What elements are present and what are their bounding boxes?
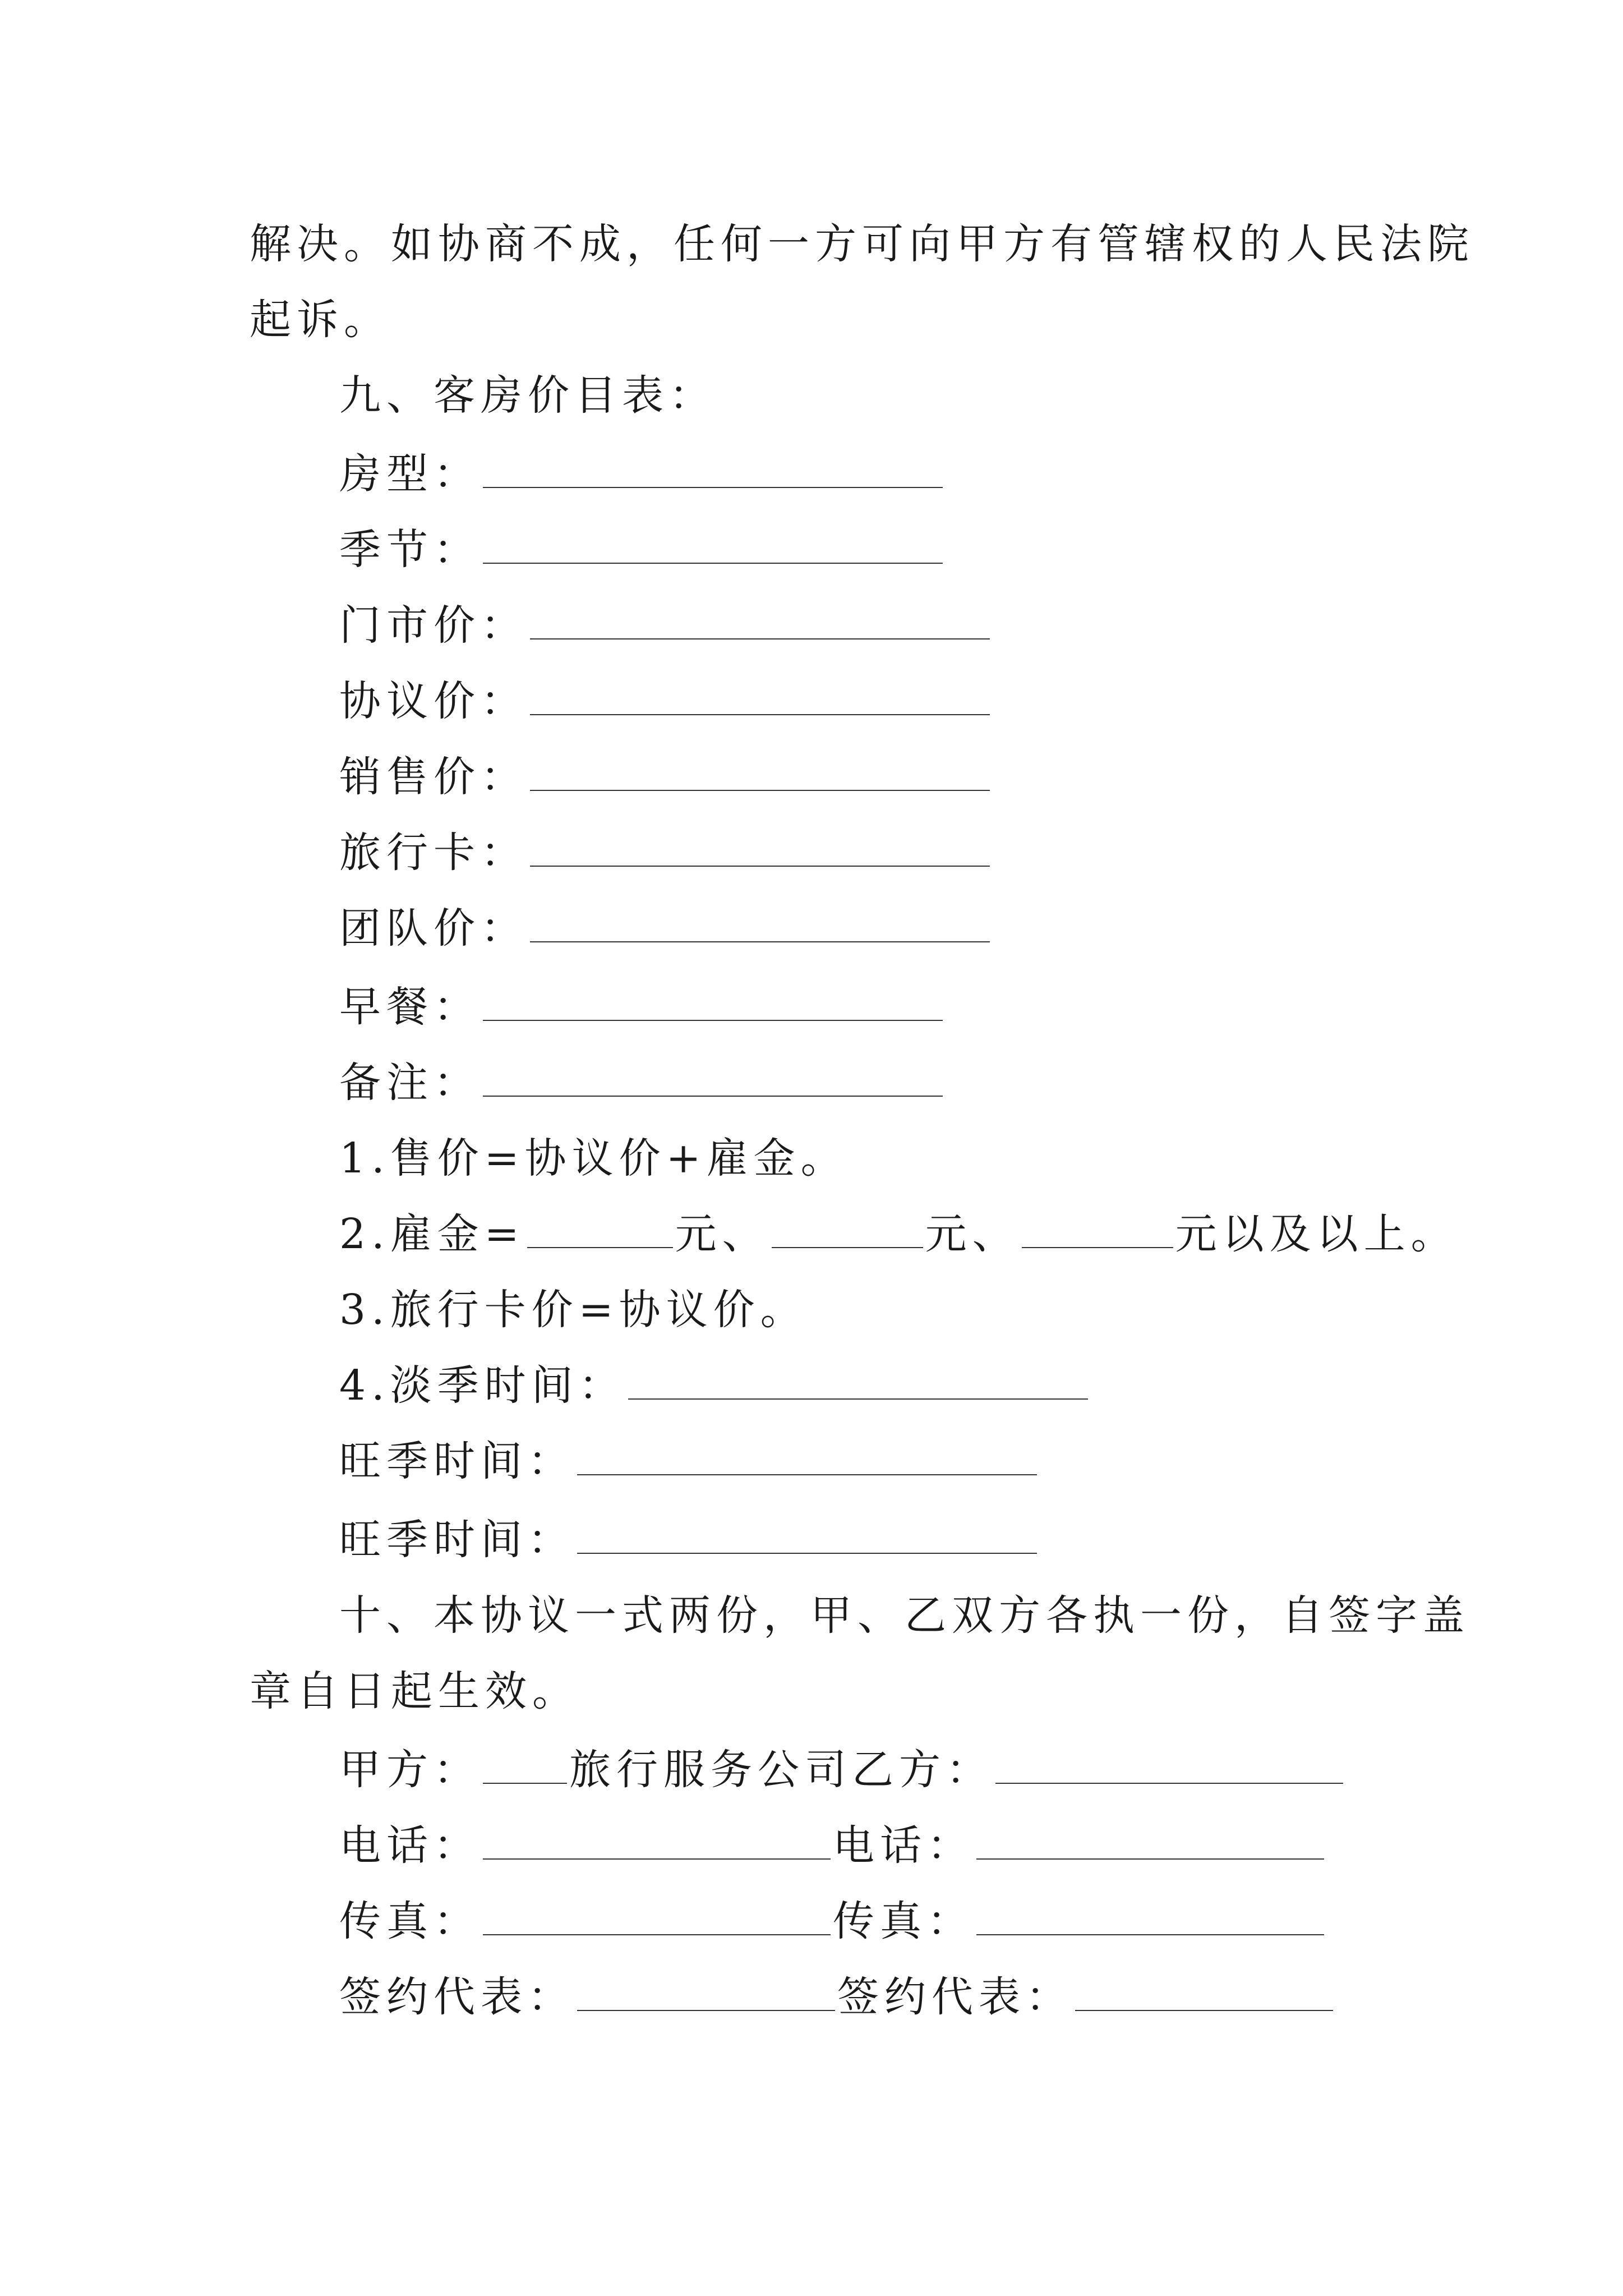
fill-blank — [527, 1208, 673, 1248]
unit-text: 元以及以上。 — [1175, 1210, 1458, 1258]
fill-blank — [976, 1819, 1324, 1860]
fill-blank — [1075, 1971, 1333, 2011]
fax-a-label: 传真： — [339, 1897, 481, 1945]
fill-blank — [628, 1359, 1088, 1400]
fax-b-label: 传真： — [833, 1897, 974, 1945]
fill-blank — [483, 1056, 943, 1097]
field-breakfast — [339, 976, 945, 1038]
field-label: 季节： — [339, 526, 481, 574]
fill-blank — [530, 751, 990, 791]
field-label: 早餐： — [339, 983, 481, 1031]
field-label: 4.淡季时间： — [339, 1361, 626, 1410]
note-3: 3.旅行卡价=协议价。 — [339, 1286, 808, 1334]
rep-b-label: 签约代表： — [837, 1973, 1073, 2021]
fill-blank — [772, 1208, 923, 1248]
fill-blank — [530, 675, 990, 715]
fill-blank — [530, 826, 990, 867]
peak-season-2 — [339, 1509, 1039, 1571]
unit-text: 元、 — [925, 1210, 1020, 1258]
fill-blank — [483, 1895, 831, 1935]
paragraph-line: 解决。如协商不成，任何一方可向甲方有管辖权的人民法院 — [250, 220, 1474, 268]
note-2 — [339, 1203, 1458, 1265]
representative-row — [339, 1966, 1335, 2028]
fill-blank — [483, 981, 943, 1021]
unit-text: 元、 — [675, 1210, 769, 1258]
field-rack-rate — [339, 595, 992, 656]
field-room-type — [339, 443, 945, 505]
party-row — [339, 1739, 1345, 1801]
fill-blank — [577, 1513, 1037, 1554]
fill-blank — [976, 1895, 1324, 1935]
fill-blank — [995, 1743, 1343, 1784]
peak-season-1 — [339, 1430, 1039, 1492]
section-heading: 九、客房价目表： — [339, 371, 716, 420]
fill-blank — [530, 599, 990, 639]
rep-a-label: 签约代表： — [339, 1973, 575, 2021]
field-label: 旅行卡： — [339, 829, 528, 877]
phone-b-label: 电话： — [833, 1821, 974, 1870]
field-travel-card — [339, 822, 992, 884]
field-sale-rate — [339, 746, 992, 808]
fill-blank — [577, 1435, 1037, 1475]
field-label: 协议价： — [339, 677, 528, 725]
field-season — [339, 519, 945, 581]
paragraph-line: 起诉。 — [250, 296, 391, 344]
field-label: 房型： — [339, 450, 481, 498]
party-a-label: 甲方： — [339, 1746, 481, 1794]
section-10-line: 章自日起生效。 — [250, 1667, 579, 1715]
field-remarks — [339, 1052, 945, 1114]
fill-blank — [1022, 1208, 1173, 1248]
section-10-line: 十、本协议一式两份，甲、乙双方各执一份，自签字盖 — [339, 1591, 1470, 1640]
fill-blank — [577, 1971, 835, 2011]
fill-blank — [530, 902, 990, 942]
fill-blank — [483, 1743, 567, 1784]
note-1: 1.售价=协议价+雇金。 — [339, 1134, 848, 1182]
fax-row — [339, 1890, 1326, 1952]
party-b-label: 乙方： — [852, 1746, 993, 1794]
fill-blank — [483, 523, 943, 564]
field-label: 旺季时间： — [339, 1437, 575, 1485]
field-agreed-rate — [339, 670, 992, 732]
field-label: 门市价： — [339, 601, 528, 650]
field-label: 备注： — [339, 1059, 481, 1107]
party-a-suffix: 旅行服务公司 — [569, 1746, 852, 1794]
note-4 — [339, 1355, 1090, 1416]
fill-blank — [483, 1819, 831, 1860]
note-label: 2.雇金= — [339, 1210, 525, 1258]
field-group-rate — [339, 898, 992, 959]
field-label: 团队价： — [339, 904, 528, 953]
fill-blank — [483, 448, 943, 488]
field-label: 销售价： — [339, 753, 528, 801]
phone-a-label: 电话： — [339, 1821, 481, 1870]
field-label: 旺季时间： — [339, 1516, 575, 1564]
phone-row — [339, 1815, 1326, 1876]
